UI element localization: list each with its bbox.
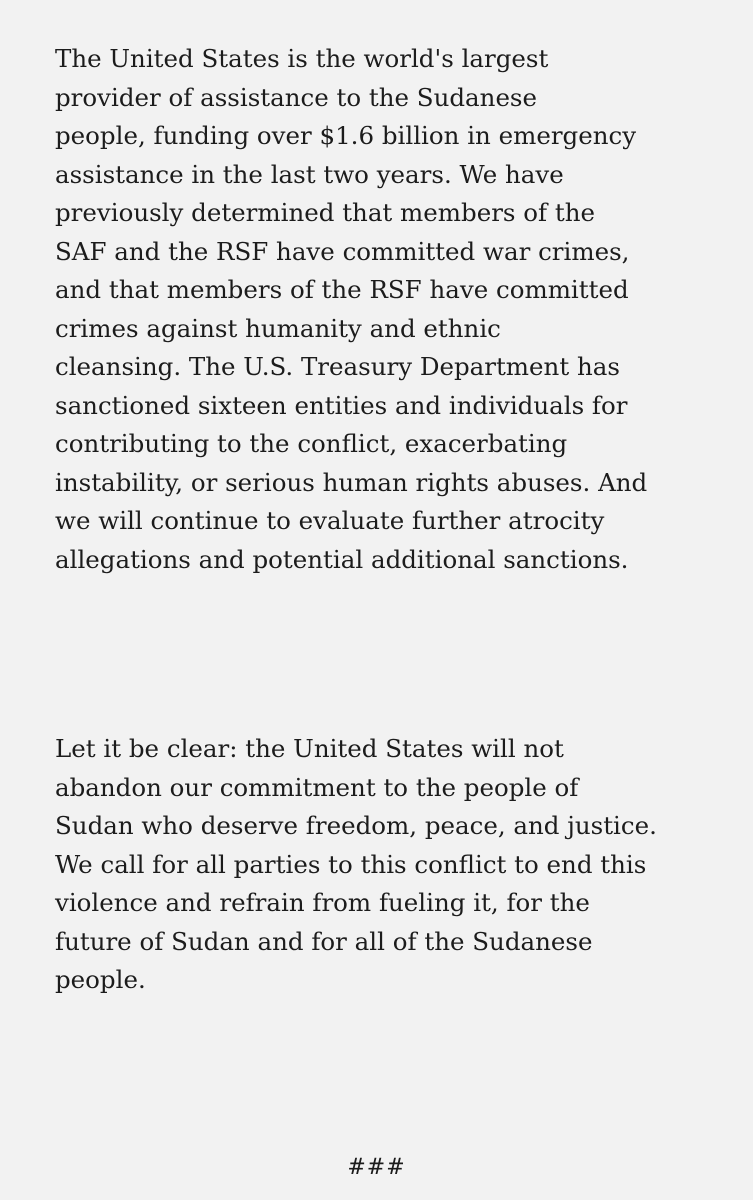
paragraph-line: We call for all parties to this conflict to end this (55, 849, 647, 879)
paragraph-line: contributing to the conflict, exacerbating (55, 429, 568, 458)
paragraph-commitment (55, 730, 745, 1000)
end-of-release-marker: ### (347, 1155, 406, 1180)
paragraph-line: assistance in the last two years. We have (55, 159, 564, 189)
paragraph-line: previously determined that members of the (55, 198, 596, 227)
paragraph-line: instability, or serious human rights abuses. And (55, 467, 648, 497)
paragraph-line: cleansing. The U.S. Treasury Department has (55, 352, 620, 381)
paragraph-line: sanctioned sixteen entities and individuals for (55, 390, 628, 420)
paragraph-line: and that members of the RSF have committed (55, 275, 629, 304)
paragraph-line: future of Sudan and for all of the Sudanese (55, 926, 593, 956)
paragraph-line: provider of assistance to the Sudanese (55, 82, 538, 112)
paragraph-line: crimes against humanity and ethnic (55, 313, 501, 343)
paragraph-line: Let it be clear: the United States will not (55, 734, 564, 763)
paragraph-line: SAF and the RSF have committed war crimes, (55, 236, 630, 266)
paragraph-line: Sudan who deserve freedom, peace, and justice. (55, 811, 657, 840)
paragraph-line: we will continue to evaluate further atrocity (55, 506, 605, 535)
paragraph-line: people, funding over $1.6 billion in emergency (55, 121, 637, 150)
paragraph-line: The United States is the world's largest (55, 44, 549, 73)
paragraph-line: violence and refrain from fueling it, for the (55, 888, 590, 917)
paragraph-line: allegations and potential additional sanctions. (55, 544, 629, 574)
paragraph-assistance-and-sanctions (55, 40, 745, 579)
paragraph-line: people. (55, 965, 146, 994)
paragraph-line: abandon our commitment to the people of (55, 772, 579, 802)
